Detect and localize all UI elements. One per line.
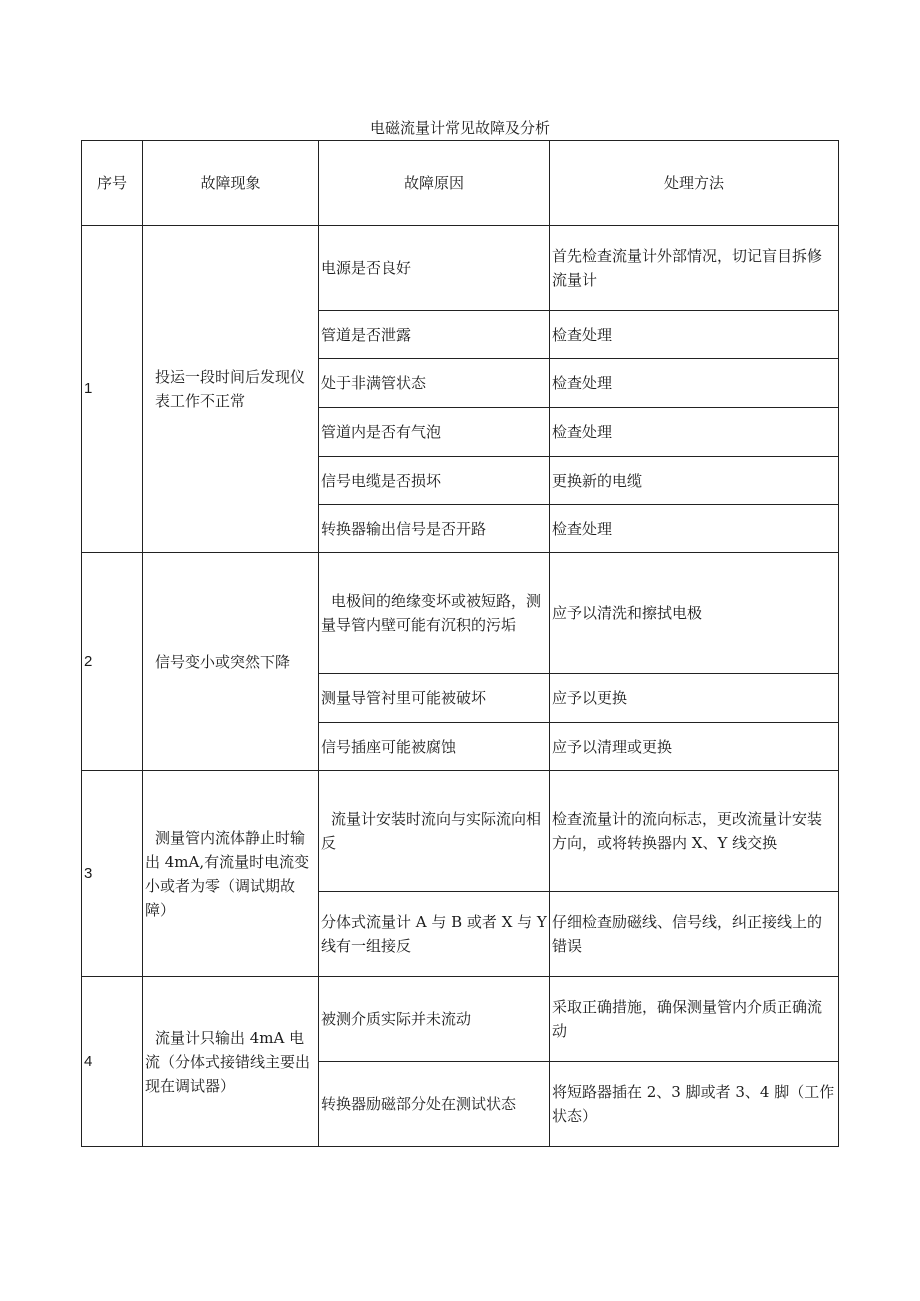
fault-symptom xyxy=(143,553,319,771)
fault-symptom: 流量计只输出 4mA 电流（分体式接错线主要出现在调试器） xyxy=(143,977,319,1147)
fault-method: 将短路器插在 2、3 脚或者 3、4 脚（工作状态） xyxy=(550,1062,839,1147)
fault-cause: 分体式流量计 A 与 B 或者 X 与 Y 线有一组接反 xyxy=(319,892,550,977)
table-row xyxy=(82,977,839,1062)
fault-method: 应予以清洗和擦拭电极 xyxy=(550,553,839,674)
row-number: 3 xyxy=(82,771,143,977)
fault-cause: 管道内是否有气泡 xyxy=(319,408,550,457)
fault-cause: 处于非满管状态 xyxy=(319,359,550,408)
header-cause: 故障原因 xyxy=(319,141,550,226)
fault-symptom: 测量管内流体静止时输出 4mA,有流量时电流变小或者为零（调试期故障） xyxy=(143,771,319,977)
fault-symptom xyxy=(143,226,319,553)
fault-method: 首先检查流量计外部情况，切记盲目拆修流量计 xyxy=(550,226,839,311)
fault-method: 检查流量计的流向标志，更改流量计安装方向，或将转换器内 X、Y 线交换 xyxy=(550,771,839,892)
fault-method: 应予以更换 xyxy=(550,674,839,723)
header-symptom: 故障现象 xyxy=(143,141,319,226)
fault-cause: 转换器输出信号是否开路 xyxy=(319,505,550,553)
fault-cause-text: 电极间的绝缘变坏或被短路，测量导管内壁可能有沉积的污垢 xyxy=(321,592,542,634)
header-number: 序号 xyxy=(82,141,143,226)
fault-method: 检查处理 xyxy=(550,408,839,457)
fault-table xyxy=(81,140,839,1147)
fault-symptom-text: 信号变小或突然下降 xyxy=(155,652,291,671)
fault-cause: 流量计安装时流向与实际流向相反 xyxy=(319,771,550,892)
row-number: 4 xyxy=(82,977,143,1147)
row-number: 1 xyxy=(82,226,143,553)
table-row xyxy=(82,226,839,311)
fault-cause xyxy=(319,553,550,674)
table-row xyxy=(82,771,839,892)
fault-method: 仔细检查励磁线、信号线，纠正接线上的错误 xyxy=(550,892,839,977)
fault-method: 检查处理 xyxy=(550,505,839,553)
table-header-row xyxy=(82,141,839,226)
fault-cause: 被测介质实际并未流动 xyxy=(319,977,550,1062)
fault-symptom-text: 投运一段时间后发现仪表工作不正常 xyxy=(155,368,306,410)
fault-method: 检查处理 xyxy=(550,359,839,408)
fault-method: 应予以清理或更换 xyxy=(550,723,839,771)
document-title: 电磁流量计常见故障及分析 xyxy=(369,119,550,137)
table-row xyxy=(82,553,839,674)
header-method: 处理方法 xyxy=(550,141,839,226)
fault-cause: 电源是否良好 xyxy=(319,226,550,311)
fault-cause: 信号插座可能被腐蚀 xyxy=(319,723,550,771)
fault-method: 采取正确措施，确保测量管内介质正确流动 xyxy=(550,977,839,1062)
fault-cause: 信号电缆是否损坏 xyxy=(319,457,550,505)
fault-method: 更换新的电缆 xyxy=(550,457,839,505)
fault-cause: 管道是否泄露 xyxy=(319,311,550,359)
fault-cause: 转换器励磁部分处在测试状态 xyxy=(319,1062,550,1147)
row-number: 2 xyxy=(82,553,143,771)
fault-cause: 测量导管衬里可能被破坏 xyxy=(319,674,550,723)
fault-method: 检查处理 xyxy=(550,311,839,359)
